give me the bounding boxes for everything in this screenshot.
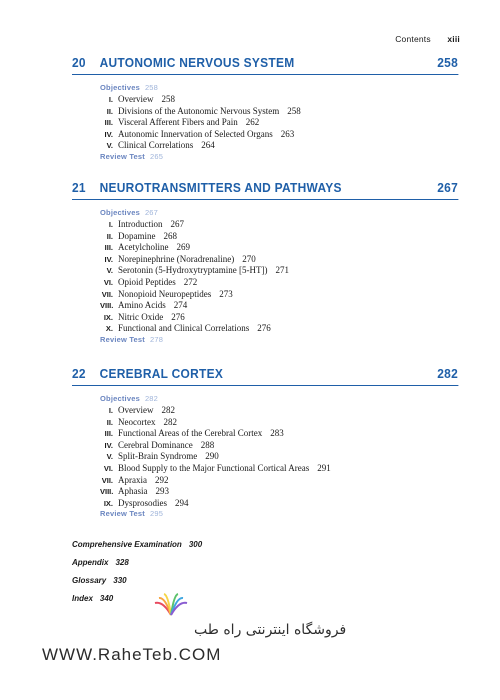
section-page: 294 xyxy=(175,497,189,508)
review-label: Review Test xyxy=(100,151,145,161)
section-page: 264 xyxy=(201,140,215,151)
section-page: 273 xyxy=(219,288,233,299)
chapter-20 xyxy=(72,55,458,161)
section-page: 268 xyxy=(163,230,177,241)
chapter-heading[interactable] xyxy=(72,180,458,200)
section-title: Acetylcholine xyxy=(118,242,169,253)
section-item[interactable] xyxy=(100,289,458,301)
section-page: 276 xyxy=(257,323,271,334)
section-title: Overview xyxy=(118,94,154,104)
section-title: Opioid Peptides xyxy=(118,276,176,287)
section-numeral: IV. xyxy=(104,254,113,264)
review-page: 295 xyxy=(150,509,164,519)
section-page: 282 xyxy=(163,416,177,427)
section-title: Neocortex xyxy=(118,416,156,427)
section-numeral: I. xyxy=(108,406,113,415)
section-item[interactable] xyxy=(100,417,458,429)
section-item[interactable] xyxy=(100,254,458,266)
section-title: Dopamine xyxy=(118,230,156,241)
section-item[interactable] xyxy=(100,428,458,440)
review-test-link[interactable] xyxy=(100,152,458,161)
review-test-link[interactable] xyxy=(100,509,458,518)
section-numeral: II. xyxy=(106,106,113,116)
section-item[interactable] xyxy=(100,323,458,335)
section-numeral: V. xyxy=(106,141,113,151)
section-page: 270 xyxy=(242,253,256,264)
section-title: Blood Supply to the Major Functional Cortical Areas xyxy=(118,462,310,473)
chapter-title: AUTONOMIC NERVOUS SYSTEM xyxy=(99,55,295,70)
section-numeral: X. xyxy=(105,324,113,334)
section-numeral: IX. xyxy=(103,498,113,508)
watermark-url[interactable]: WWW.RaheTeb.COM xyxy=(42,645,222,664)
chapter-page: 282 xyxy=(437,366,459,381)
chapter-title: CEREBRAL CORTEX xyxy=(99,366,224,381)
review-page: 278 xyxy=(150,334,164,344)
section-item[interactable] xyxy=(100,405,458,417)
section-title: Split-Brain Syndrome xyxy=(118,451,198,462)
objectives-label: Objectives xyxy=(100,208,140,217)
back-matter-item[interactable] xyxy=(72,554,202,572)
back-matter-page: 328 xyxy=(115,558,129,567)
back-matter-item[interactable] xyxy=(72,572,202,590)
chapter-22 xyxy=(72,366,458,518)
section-item[interactable] xyxy=(100,242,458,254)
section-page: 293 xyxy=(155,486,169,497)
section-numeral: III. xyxy=(104,118,113,128)
section-numeral: VIII. xyxy=(100,487,114,497)
section-item[interactable] xyxy=(100,475,458,487)
section-item[interactable] xyxy=(100,265,458,277)
chapter-number: 22 xyxy=(72,366,86,381)
section-title: Apraxia xyxy=(118,474,147,485)
section-page: 276 xyxy=(171,311,185,322)
section-title: Aphasia xyxy=(118,486,148,497)
section-numeral: V. xyxy=(106,266,113,276)
section-numeral: II. xyxy=(106,417,113,427)
section-page: 282 xyxy=(161,405,175,415)
objectives-label: Objectives xyxy=(100,83,140,92)
section-title: Nonopioid Neuropeptides xyxy=(118,288,212,299)
objectives-page: 282 xyxy=(144,394,159,403)
section-page: 292 xyxy=(155,474,169,485)
section-item[interactable] xyxy=(100,106,458,118)
section-page: 283 xyxy=(270,428,284,439)
section-title: Overview xyxy=(118,405,154,415)
back-matter-page: 330 xyxy=(113,576,127,585)
section-page: 269 xyxy=(176,242,190,253)
section-page: 291 xyxy=(317,462,331,473)
section-list xyxy=(100,405,458,509)
section-list xyxy=(100,94,458,152)
section-title: Functional and Clinical Correlations xyxy=(118,323,250,334)
chapter-heading[interactable] xyxy=(72,55,458,75)
section-item[interactable] xyxy=(100,486,458,498)
back-matter-label: Glossary xyxy=(72,576,107,585)
section-page: 271 xyxy=(275,265,289,276)
section-item[interactable] xyxy=(100,277,458,289)
section-page: 288 xyxy=(200,439,215,450)
section-page: 258 xyxy=(287,105,301,116)
section-item[interactable] xyxy=(100,440,458,452)
section-title: Dysprosodies xyxy=(118,497,167,508)
review-test-link[interactable] xyxy=(100,335,458,344)
section-numeral: VII. xyxy=(101,475,113,485)
chapter-number: 20 xyxy=(72,55,86,70)
section-title: Cerebral Dominance xyxy=(118,439,193,450)
running-header-label: Contents xyxy=(395,34,431,44)
section-list xyxy=(100,219,458,335)
running-header xyxy=(395,34,460,44)
open-book-rainbow-icon xyxy=(153,593,189,617)
section-item[interactable] xyxy=(100,451,458,463)
review-page: 265 xyxy=(150,151,164,161)
section-page: 274 xyxy=(173,300,188,311)
objectives-link[interactable] xyxy=(100,394,458,403)
chapter-heading[interactable] xyxy=(72,366,458,386)
chapter-page: 267 xyxy=(437,180,459,195)
section-numeral: II. xyxy=(106,231,113,241)
back-matter-item[interactable] xyxy=(72,536,202,554)
section-numeral: V. xyxy=(106,452,113,462)
section-title: Clinical Correlations xyxy=(118,140,194,151)
section-page: 272 xyxy=(183,276,198,287)
section-numeral: VIII. xyxy=(100,301,114,311)
section-item[interactable] xyxy=(100,312,458,324)
section-page: 258 xyxy=(161,94,175,104)
section-item[interactable] xyxy=(100,129,458,141)
section-numeral: III. xyxy=(104,243,113,253)
section-title: Amino Acids xyxy=(118,300,166,311)
review-label: Review Test xyxy=(100,334,145,344)
review-label: Review Test xyxy=(100,509,145,519)
back-matter-page: 300 xyxy=(188,540,203,549)
section-title: Autonomic Innervation of Selected Organs xyxy=(118,128,273,139)
section-item[interactable] xyxy=(100,219,458,231)
objectives-label: Objectives xyxy=(100,394,140,403)
objectives-link[interactable] xyxy=(100,83,458,92)
back-matter-label: Index xyxy=(72,594,93,603)
section-item[interactable] xyxy=(100,140,458,152)
back-matter-label: Comprehensive Examination xyxy=(72,540,182,549)
section-item[interactable] xyxy=(100,94,458,106)
section-item[interactable] xyxy=(100,117,458,129)
section-page: 290 xyxy=(205,451,219,462)
section-title: Visceral Afferent Fibers and Pain xyxy=(118,117,238,128)
section-title: Norepinephrine (Noradrenaline) xyxy=(118,253,235,264)
section-item[interactable] xyxy=(100,498,458,510)
chapter-number: 21 xyxy=(72,180,86,195)
running-header-page: xiii xyxy=(447,34,460,44)
section-numeral: IV. xyxy=(104,129,113,139)
section-numeral: I. xyxy=(108,95,113,104)
objectives-page: 258 xyxy=(144,83,159,92)
back-matter-label: Appendix xyxy=(72,558,109,567)
section-numeral: III. xyxy=(104,429,113,439)
watermark-store-name: فروشگاه اینترنتی راه طب xyxy=(194,622,347,638)
chapter-page: 258 xyxy=(437,55,459,70)
section-title: Introduction xyxy=(118,219,163,229)
section-page: 267 xyxy=(170,219,184,229)
objectives-page: 267 xyxy=(144,208,159,217)
section-numeral: VII. xyxy=(101,289,113,299)
section-page: 263 xyxy=(280,128,295,139)
section-item[interactable] xyxy=(100,231,458,243)
section-numeral: I. xyxy=(108,220,113,229)
objectives-link[interactable] xyxy=(100,208,458,217)
section-page: 262 xyxy=(245,117,260,128)
section-title: Nitric Oxide xyxy=(118,311,164,322)
section-title: Serotonin (5-Hydroxytryptamine [5-HT]) xyxy=(118,265,268,276)
section-numeral: VI. xyxy=(103,277,113,287)
chapter-title: NEUROTRANSMITTERS AND PATHWAYS xyxy=(99,180,342,195)
section-title: Functional Areas of the Cerebral Cortex xyxy=(118,428,263,439)
back-matter-page: 340 xyxy=(99,594,114,603)
section-item[interactable] xyxy=(100,300,458,312)
section-title: Divisions of the Autonomic Nervous System xyxy=(118,105,280,116)
section-item[interactable] xyxy=(100,463,458,475)
section-numeral: VI. xyxy=(103,463,113,473)
section-numeral: IX. xyxy=(103,312,113,322)
section-numeral: IV. xyxy=(104,440,113,450)
chapter-21 xyxy=(72,180,458,344)
